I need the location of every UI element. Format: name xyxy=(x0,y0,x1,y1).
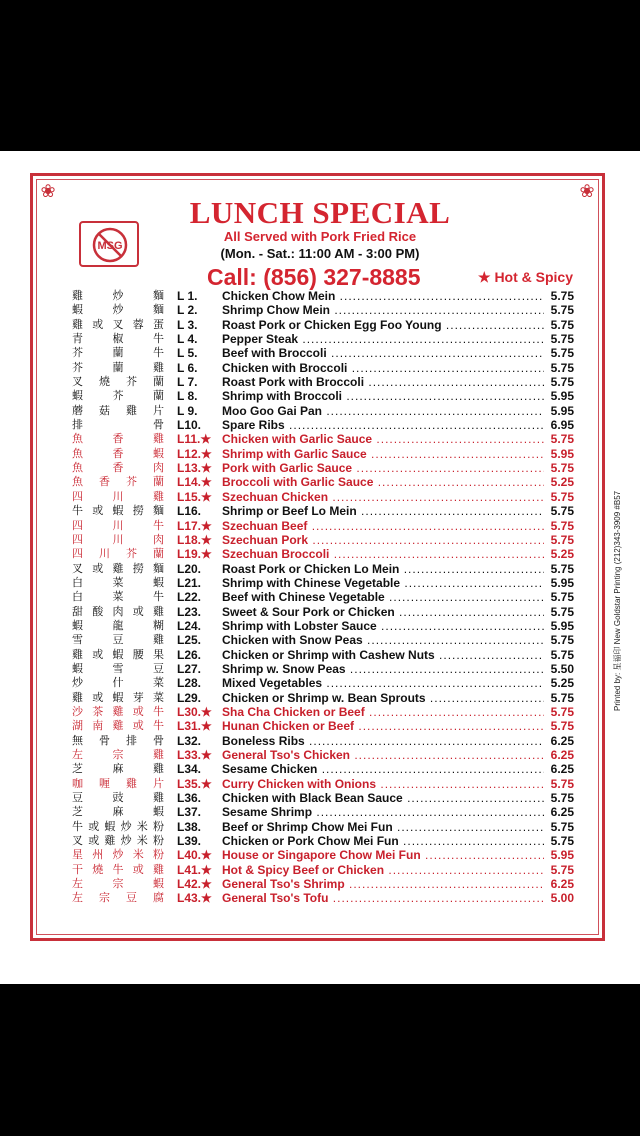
item-code: L 2. xyxy=(177,303,198,318)
item-name: Chicken with Broccoli ..... xyxy=(222,361,544,375)
chinese-name: 芝 麻 雞 xyxy=(72,762,164,776)
item-name: Sesame Shrimp ..... xyxy=(222,805,544,819)
item-name: Beef with Broccoli ..... xyxy=(222,346,544,360)
chinese-name: 魚 香 蝦 xyxy=(72,446,164,460)
item-name: Szechuan Pork ..... xyxy=(222,533,544,547)
item-price: 6.25 xyxy=(550,805,574,820)
item-name: Shrimp with Chinese Vegetable ..... xyxy=(222,576,544,590)
menu-item xyxy=(0,719,640,733)
item-name: Mixed Vegetables ..... xyxy=(222,676,544,690)
menu-item xyxy=(0,891,640,905)
item-price: 5.25 xyxy=(550,547,574,562)
chinese-name: 四 川 肉 xyxy=(72,532,164,546)
menu-item xyxy=(0,605,640,619)
menu-page xyxy=(0,151,640,984)
menu-item xyxy=(0,863,640,877)
chinese-name: 四 川 芥 蘭 xyxy=(72,547,164,561)
item-code: L32. xyxy=(177,733,202,748)
item-code: L12.★ xyxy=(177,446,212,461)
item-price: 5.95 xyxy=(550,403,574,418)
item-name: House or Singapore Chow Mei Fun ..... xyxy=(222,848,544,862)
menu-item xyxy=(0,705,640,719)
item-name: Roast Pork with Broccoli ..... xyxy=(222,375,544,389)
menu-item xyxy=(0,834,640,848)
item-code: L41.★ xyxy=(177,862,212,877)
chinese-name: 左 宗 蝦 xyxy=(72,877,164,891)
menu-item xyxy=(0,519,640,533)
menu-item xyxy=(0,734,640,748)
menu-item xyxy=(0,332,640,346)
chinese-name: 左 宗 豆 腐 xyxy=(72,891,164,905)
chinese-name: 雞 或 蝦 芽 菜 xyxy=(72,690,164,704)
item-price: 5.75 xyxy=(550,791,574,806)
item-name: Shrimp with Lobster Sauce ..... xyxy=(222,619,544,633)
menu-item xyxy=(0,389,640,403)
item-price: 5.95 xyxy=(550,389,574,404)
chinese-name: 甜 酸 肉 或 雞 xyxy=(72,604,164,618)
menu-item xyxy=(0,691,640,705)
item-price: 5.75 xyxy=(550,332,574,347)
item-price: 6.25 xyxy=(550,877,574,892)
item-code: L 6. xyxy=(177,360,198,375)
chinese-name: 無 骨 排 骨 xyxy=(72,733,164,747)
chinese-name: 白 菜 蝦 xyxy=(72,575,164,589)
menu-item xyxy=(0,590,640,604)
item-name: Roast Pork or Chicken Lo Mein ..... xyxy=(222,562,544,576)
item-name: General Tso's Tofu ..... xyxy=(222,891,544,905)
item-price: 6.25 xyxy=(550,762,574,777)
item-price: 5.75 xyxy=(550,518,574,533)
menu-item xyxy=(0,490,640,504)
item-code: L37. xyxy=(177,805,202,820)
item-code: L31.★ xyxy=(177,719,212,734)
chinese-name: 四 川 雞 xyxy=(72,489,164,503)
menu-item xyxy=(0,820,640,834)
item-price: 5.75 xyxy=(550,375,574,390)
chinese-name: 湖 南 雞 或 牛 xyxy=(72,719,164,733)
chinese-name: 魚 香 肉 xyxy=(72,461,164,475)
item-name: Spare Ribs ..... xyxy=(222,418,544,432)
item-name: Chicken with Snow Peas ..... xyxy=(222,633,544,647)
item-price: 6.95 xyxy=(550,418,574,433)
item-name: Chicken or Pork Chow Mei Fun ..... xyxy=(222,834,544,848)
menu-item xyxy=(0,877,640,891)
menu-item xyxy=(0,562,640,576)
menu-item xyxy=(0,533,640,547)
item-code: L23. xyxy=(177,604,202,619)
item-name: Beef with Chinese Vegetable ..... xyxy=(222,590,544,604)
chinese-name: 芝 麻 蝦 xyxy=(72,805,164,819)
chinese-name: 蝦 雪 豆 xyxy=(72,661,164,675)
chinese-name: 蝦 芥 蘭 xyxy=(72,389,164,403)
item-price: 5.75 xyxy=(550,346,574,361)
item-name: Beef or Shrimp Chow Mei Fun ..... xyxy=(222,820,544,834)
item-code: L40.★ xyxy=(177,848,212,863)
item-code: L28. xyxy=(177,676,202,691)
item-code: L26. xyxy=(177,647,202,662)
item-code: L 1. xyxy=(177,289,198,303)
chinese-name: 叉 或 雞 撈 麵 xyxy=(72,561,164,575)
chinese-name: 蝦 炒 麵 xyxy=(72,303,164,317)
item-name: Szechuan Beef ..... xyxy=(222,519,544,533)
item-code: L19.★ xyxy=(177,547,212,562)
item-name: Sesame Chicken ..... xyxy=(222,762,544,776)
chinese-name: 蘑 菇 雞 片 xyxy=(72,403,164,417)
menu-item xyxy=(0,777,640,791)
item-name: Hunan Chicken or Beef ..... xyxy=(222,719,544,733)
item-name: Shrimp with Garlic Sauce ..... xyxy=(222,447,544,461)
item-code: L35.★ xyxy=(177,776,212,791)
item-price: 5.00 xyxy=(550,891,574,906)
chinese-name: 蝦 龍 糊 xyxy=(72,618,164,632)
item-code: L13.★ xyxy=(177,461,212,476)
item-name: Roast Pork or Chicken Egg Foo Young ..... xyxy=(222,318,544,332)
chinese-name: 豆 豉 雞 xyxy=(72,791,164,805)
chinese-name: 雞 或 叉 蓉 蛋 xyxy=(72,317,164,331)
menu-item xyxy=(0,303,640,317)
menu-item xyxy=(0,318,640,332)
item-price: 5.75 xyxy=(550,690,574,705)
item-price: 5.75 xyxy=(550,834,574,849)
item-code: L 7. xyxy=(177,375,198,390)
item-name: Curry Chicken with Onions ..... xyxy=(222,777,544,791)
item-name: Chicken or Shrimp with Cashew Nuts ..... xyxy=(222,648,544,662)
item-code: L42.★ xyxy=(177,877,212,892)
chinese-name: 芥 蘭 雞 xyxy=(72,360,164,374)
menu-item xyxy=(0,576,640,590)
menu-title: LUNCH SPECIAL xyxy=(189,195,451,230)
item-code: L10. xyxy=(177,418,202,433)
item-name: Hot & Spicy Beef or Chicken ..... xyxy=(222,863,544,877)
item-price: 5.75 xyxy=(550,633,574,648)
chinese-name: 牛 或 蝦 炒 米 粉 xyxy=(72,819,164,833)
menu-item xyxy=(0,375,640,389)
item-price: 5.75 xyxy=(550,303,574,318)
item-price: 5.75 xyxy=(550,704,574,719)
item-price: 5.95 xyxy=(550,575,574,590)
item-price: 5.95 xyxy=(550,848,574,863)
item-code: L22. xyxy=(177,590,202,605)
hot-spicy-legend: ★ Hot & Spicy xyxy=(478,269,574,285)
menu-item xyxy=(0,404,640,418)
menu-item xyxy=(0,748,640,762)
menu-item xyxy=(0,619,640,633)
menu-item xyxy=(0,648,640,662)
item-code: L11.★ xyxy=(177,432,212,447)
chinese-name: 白 菜 牛 xyxy=(72,590,164,604)
menu-item xyxy=(0,633,640,647)
chinese-name: 魚 香 雞 xyxy=(72,432,164,446)
item-name: Pork with Garlic Sauce ..... xyxy=(222,461,544,475)
item-name: Sha Cha Chicken or Beef ..... xyxy=(222,705,544,719)
item-price: 5.75 xyxy=(550,862,574,877)
item-price: 5.75 xyxy=(550,561,574,576)
item-price: 5.25 xyxy=(550,475,574,490)
item-price: 5.50 xyxy=(550,661,574,676)
menu-item xyxy=(0,418,640,432)
item-name: Szechuan Chicken ..... xyxy=(222,490,544,504)
item-code: L 9. xyxy=(177,403,198,418)
item-name: Boneless Ribs ..... xyxy=(222,734,544,748)
chinese-name: 沙 茶 雞 或 牛 xyxy=(72,704,164,718)
item-name: Shrimp or Beef Lo Mein ..... xyxy=(222,504,544,518)
chinese-name: 星 州 炒 米 粉 xyxy=(72,848,164,862)
item-price: 5.95 xyxy=(550,446,574,461)
item-price: 5.75 xyxy=(550,289,574,303)
item-code: L 8. xyxy=(177,389,198,404)
menu-item xyxy=(0,289,640,303)
item-name: Shrimp w. Snow Peas ..... xyxy=(222,662,544,676)
item-name: Szechuan Broccoli ..... xyxy=(222,547,544,561)
menu-item xyxy=(0,475,640,489)
chinese-name: 牛 或 蝦 撈 麵 xyxy=(72,504,164,518)
printer-credit: Printed by: 星福印 New Goldstar Printing (212)343-3909 #B57 xyxy=(613,490,622,711)
item-code: L34. xyxy=(177,762,202,777)
item-code: L39. xyxy=(177,834,202,849)
item-price: 5.95 xyxy=(550,618,574,633)
item-code: L36. xyxy=(177,791,202,806)
menu-item xyxy=(0,848,640,862)
item-price: 5.75 xyxy=(550,719,574,734)
chinese-name: 青 椒 牛 xyxy=(72,332,164,346)
item-price: 5.75 xyxy=(550,461,574,476)
item-code: L38. xyxy=(177,819,202,834)
item-price: 5.75 xyxy=(550,819,574,834)
item-price: 5.25 xyxy=(550,676,574,691)
item-price: 5.75 xyxy=(550,590,574,605)
item-name: General Tso's Chicken ..... xyxy=(222,748,544,762)
chinese-name: 排 骨 xyxy=(72,418,164,432)
item-price: 5.75 xyxy=(550,360,574,375)
menu-item xyxy=(0,346,640,360)
corner-ornament-icon: ❀ xyxy=(40,181,56,201)
item-code: L 3. xyxy=(177,317,198,332)
menu-item xyxy=(0,676,640,690)
item-code: L18.★ xyxy=(177,532,212,547)
item-code: L24. xyxy=(177,618,202,633)
chinese-name: 芥 蘭 牛 xyxy=(72,346,164,360)
item-name: Chicken Chow Mein ..... xyxy=(222,289,544,303)
item-code: L25. xyxy=(177,633,202,648)
item-name: Sweet & Sour Pork or Chicken ..... xyxy=(222,605,544,619)
phone-number: Call: (856) 327-8885 xyxy=(207,264,421,290)
menu-item xyxy=(0,662,640,676)
menu-subtitle: All Served with Pork Fried Rice xyxy=(223,229,417,244)
chinese-name: 咖 喱 雞 片 xyxy=(72,776,164,790)
item-price: 5.75 xyxy=(550,317,574,332)
chinese-name: 雞 炒 麵 xyxy=(72,289,164,302)
item-name: Chicken with Garlic Sauce ..... xyxy=(222,432,544,446)
menu-item xyxy=(0,504,640,518)
item-price: 5.75 xyxy=(550,489,574,504)
chinese-name: 四 川 牛 xyxy=(72,518,164,532)
menu-item xyxy=(0,432,640,446)
item-price: 6.25 xyxy=(550,733,574,748)
item-code: L43.★ xyxy=(177,891,212,906)
item-code: L 4. xyxy=(177,332,198,347)
item-code: L20. xyxy=(177,561,202,576)
menu-item-list xyxy=(0,289,640,906)
item-price: 5.75 xyxy=(550,647,574,662)
item-name: Broccoli with Garlic Sauce ..... xyxy=(222,475,544,489)
menu-item xyxy=(0,762,640,776)
chinese-name: 干 燒 牛 或 雞 xyxy=(72,862,164,876)
menu-item xyxy=(0,447,640,461)
item-code: L33.★ xyxy=(177,748,212,762)
item-price: 5.75 xyxy=(550,776,574,791)
corner-ornament-icon: ❀ xyxy=(579,181,595,201)
chinese-name: 炒 什 菜 xyxy=(72,676,164,690)
lunch-hours: (Mon. - Sat.: 11:00 AM - 3:00 PM) xyxy=(220,246,420,261)
item-code: L17.★ xyxy=(177,518,212,533)
item-code: L21. xyxy=(177,575,202,590)
menu-item xyxy=(0,547,640,561)
item-code: L29. xyxy=(177,690,202,705)
item-price: 6.25 xyxy=(550,748,574,762)
menu-item xyxy=(0,361,640,375)
menu-item xyxy=(0,805,640,819)
menu-item xyxy=(0,461,640,475)
chinese-name: 左 宗 雞 xyxy=(72,748,164,761)
chinese-name: 雞 或 蝦 腰 果 xyxy=(72,647,164,661)
item-name: Pepper Steak ..... xyxy=(222,332,544,346)
menu-item xyxy=(0,791,640,805)
item-name: Shrimp Chow Mein ..... xyxy=(222,303,544,317)
item-name: General Tso's Shrimp ..... xyxy=(222,877,544,891)
item-price: 5.75 xyxy=(550,604,574,619)
chinese-name: 魚 香 芥 蘭 xyxy=(72,475,164,489)
item-code: L16. xyxy=(177,504,202,519)
item-code: L15.★ xyxy=(177,489,212,504)
item-code: L 5. xyxy=(177,346,198,361)
item-name: Chicken or Shrimp w. Bean Sprouts ..... xyxy=(222,691,544,705)
item-price: 5.75 xyxy=(550,432,574,447)
chinese-name: 叉 或 雞 炒 米 粉 xyxy=(72,834,164,848)
item-code: L27. xyxy=(177,661,202,676)
item-price: 5.75 xyxy=(550,504,574,519)
svg-text:MSG: MSG xyxy=(97,240,123,252)
chinese-name: 叉 燒 芥 蘭 xyxy=(72,375,164,389)
item-name: Moo Goo Gai Pan ..... xyxy=(222,404,544,418)
chinese-name: 雪 豆 雞 xyxy=(72,633,164,647)
item-code: L30.★ xyxy=(177,704,212,719)
item-code: L14.★ xyxy=(177,475,212,490)
item-name: Shrimp with Broccoli ..... xyxy=(222,389,544,403)
item-name: Chicken with Black Bean Sauce ..... xyxy=(222,791,544,805)
item-price: 5.75 xyxy=(550,532,574,547)
